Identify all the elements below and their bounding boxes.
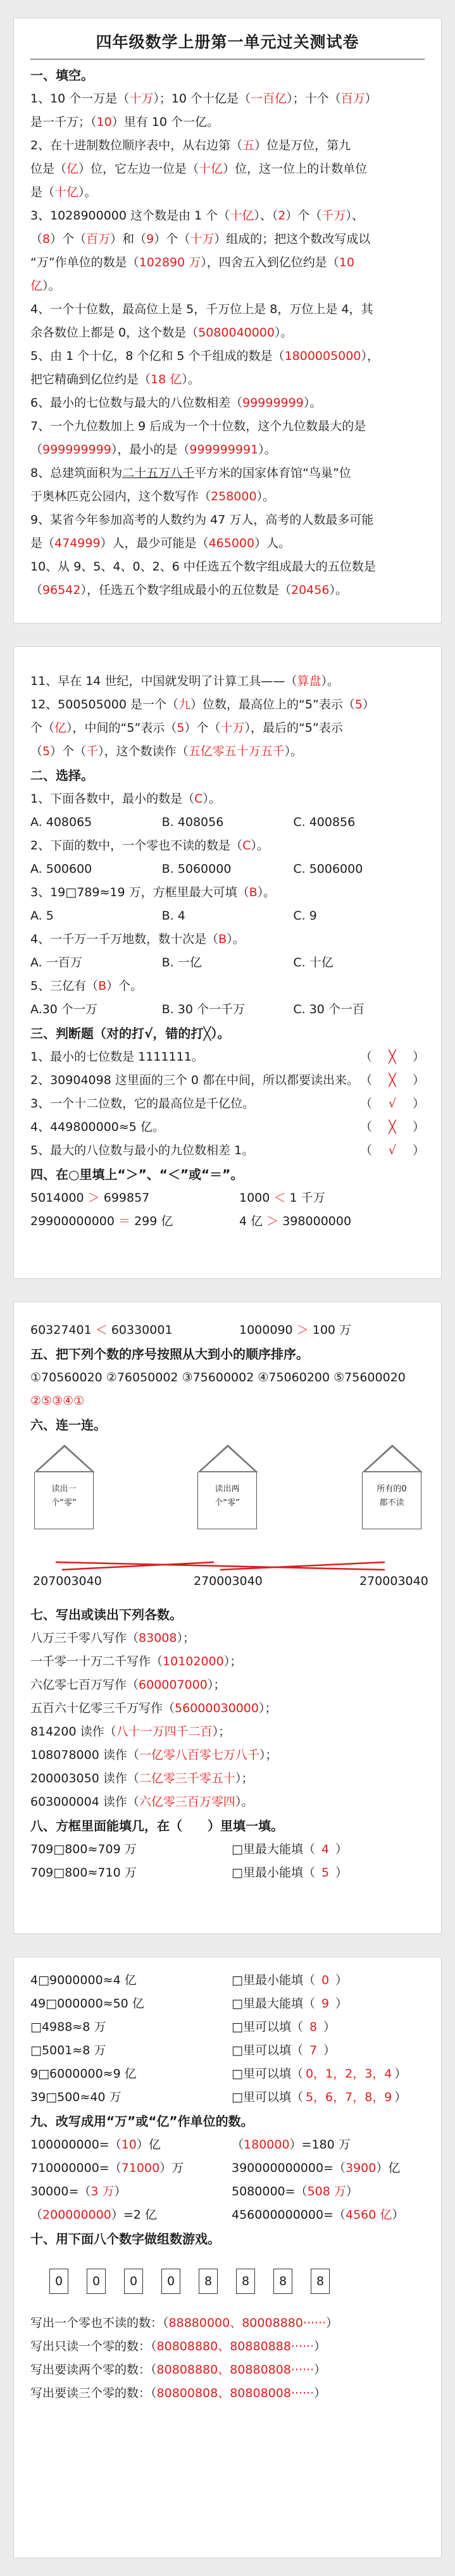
section-choice: 二、选择。 [30, 768, 94, 783]
q6-line: 6、最小的七位数与最大的八位数相差（99999999）。 [30, 396, 322, 410]
page-1 [13, 18, 442, 624]
tf-row: 5、最大的八位数与最小的九位数相差 1。 （ √ ） [30, 1143, 425, 1157]
compare-row: 5014000 ＞ 699857 1000 ＜ 1 千万 [30, 1191, 325, 1205]
unit-row: 710000000=（71000）万 390000000000=（3900）亿 [30, 2161, 401, 2175]
choice-1-question: 1、下面各数中，最小的数是（C）。 [30, 792, 221, 806]
q4-line2: 余各数位上都是 0，这个数是（5080040000）。 [30, 326, 293, 340]
unit-row: 100000000=（10）亿 （180000）=180 万 [30, 2138, 351, 2152]
section-true-false: 三、判断题（对的打√，错的打╳）。 [30, 1026, 230, 1041]
q12-line1: 12、500505000 是一个（九）位数，最高位上的“5”表示（5） [30, 698, 375, 712]
digit-card: 8 [199, 2269, 218, 2294]
q9-line1: 9、某省今年参加高考的人数约为 47 万人，高考的人数最多可能 [30, 513, 374, 527]
compare-row: 60327401 ＜ 60330001 1000090 ＞ 100 万 [30, 1323, 352, 1337]
q5-line2: 把它精确到亿位约是（18 亿）。 [30, 373, 200, 386]
game-row: 写出要读三个零的数：（80800808、80808008······） [30, 2386, 327, 2400]
read-row: 200003050 读作（二亿零三千零五十）； [30, 1772, 254, 1785]
choice-3-question: 3、19□789≈19 万，方框里最大可填（B）。 [30, 885, 276, 899]
page-3 [13, 1302, 442, 1934]
q1-line1: 1、10 个一万是（十万）；10 个十亿是（一百亿）；十个（百万） [30, 92, 377, 106]
write-row: 一千零一十万二千写作（10102000）； [30, 1655, 242, 1668]
box-row: 709□800≈709 万 □里最大能填（ 4 ） [30, 1842, 348, 1856]
section-compare: 四、在○里填上“＞”、“＜”或“＝”。 [30, 1167, 244, 1182]
q3-line2: （8）个（百万）和（9）个（十万）组成的；把这个数改写成以 [30, 232, 371, 246]
choice-1-options: A. 408065 B. 408056 C. 400856 [30, 815, 356, 829]
q8-line1: 8、总建筑面积为二十五万八千平方米的国家体育馆“鸟巢”位 [30, 466, 351, 480]
box-row: 39□500≈40 万 □里可以填（ 5，6，7，8，9 ） [30, 2090, 407, 2104]
house-card: 读出两 个“零” [197, 1445, 258, 1529]
section-connect: 六、连一连。 [30, 1417, 106, 1433]
q3-line4: 亿）。 [30, 279, 61, 293]
section-fill-blank: 一、填空。 [30, 68, 94, 83]
q4-line1: 4、一个十位数，最高位上是 5，千万位上是 8，万位上是 4，其 [30, 302, 373, 316]
digit-card: 0 [87, 2269, 106, 2294]
q3-line3: “万”作单位的数是（102890 万），四舍五入到亿位约是（10 [30, 256, 354, 269]
q12-line2: 个（亿），中间的“5”表示（5）个（十万），最后的“5”表示 [30, 721, 343, 735]
read-row: 814200 读作（八十一万四千二百）； [30, 1725, 231, 1739]
tf-row: 4、449800000≈5 亿。 （ ╳ ） [30, 1120, 425, 1134]
page-4 [13, 1957, 442, 2558]
section-sort: 五、把下列个数的序号按照从大到小的顺序排序。 [30, 1347, 309, 1362]
page-2 [13, 646, 442, 1279]
tf-row: 2、30904098 这里面的三个 0 都在中间，所以都要读出来。 （ ╳ ） [30, 1073, 425, 1087]
box-row: 709□800≈710 万 □里最小能填（ 5 ） [30, 1866, 348, 1880]
digit-card: 8 [236, 2269, 255, 2294]
section-number-game: 十、用下面八个数字做组数游戏。 [30, 2231, 220, 2246]
read-row: 603000004 读作（六亿零三百万零四）。 [30, 1795, 254, 1809]
section-box-digits: 八、方框里面能填几，在（ ）里填一填。 [30, 1818, 284, 1833]
q10-line1: 10、从 9、5、4、0、2、6 中任选五个数字组成最大的五位数是 [30, 560, 376, 574]
box-row: 4□9000000≈4 亿 □里最小能填（ 0 ） [30, 1973, 348, 1987]
choice-5-options: A.30 个一万 B. 30 个一千万 C. 30 个一百 [30, 1002, 365, 1016]
tf-row: 3、一个十二位数，它的最高位是千亿位。 （ √ ） [30, 1097, 425, 1111]
house-card: 读出一 个“零” [34, 1445, 95, 1529]
q12-line3: （5）个（千），这个数读作（五亿零五十万五千）。 [30, 744, 303, 758]
connect-diagram [30, 1445, 428, 1603]
unit-row: （200000000）=2 亿 456000000000=（4560 亿） [30, 2208, 404, 2222]
connect-number: 207003040 [33, 1574, 102, 1588]
q10-line2: （96542），任选五个数字组成最小的五位数是（20456）。 [30, 583, 347, 597]
unit-row: 30000=（3 万） 5080000=（508 万） [30, 2185, 358, 2198]
box-row: □4988≈8 万 □里可以填（ 8 ） [30, 2020, 336, 2034]
digit-card: 0 [161, 2269, 180, 2294]
q2-line1: 2、在十进制数位顺序表中，从右边第（五）位是万位，第九 [30, 139, 351, 152]
digit-card: 8 [273, 2269, 292, 2294]
house-card: 所有的0 都不读 [362, 1445, 423, 1529]
q2-line2: 位是（亿）位，它左边一位是（十亿）位，这一位上的计数单位 [30, 162, 368, 176]
digit-card: 0 [124, 2269, 143, 2294]
section-unit-rewrite: 九、改写成用“万”或“亿”作单位的数。 [30, 2114, 254, 2129]
q8-line2: 于奥林匹克公园内，这个数写作（258000）。 [30, 490, 275, 503]
connect-number: 270003040 [194, 1574, 263, 1588]
choice-4-question: 4、一千万一千万地数，数十次是（B）。 [30, 932, 245, 946]
choice-2-question: 2、下面的数中，一个零也不读的数是（C）。 [30, 839, 269, 853]
game-row: 写出只读一个零的数：（80808880、80880888······） [30, 2339, 327, 2353]
choice-2-options: A. 500600 B. 5060000 C. 5006000 [30, 862, 363, 876]
compare-row: 29900000000 ＝ 299 亿 4 亿 ＞ 398000000 [30, 1214, 352, 1228]
section-write-read: 七、写出或读出下列各数。 [30, 1607, 182, 1622]
game-row: 写出要读两个零的数：（80808880、80880808······） [30, 2363, 327, 2377]
choice-5-question: 5、三亿有（B）个。 [30, 979, 143, 993]
game-row: 写出一个零也不读的数：（88880000、80008880······） [30, 2316, 339, 2330]
box-row: 49□000000≈50 亿 □里最大能填（ 9 ） [30, 1997, 348, 2011]
choice-3-options: A. 5 B. 4 C. 9 [30, 909, 317, 923]
q11-line: 11、早在 14 世纪，中国就发明了计算工具——（算盘）。 [30, 674, 339, 688]
write-row: 八万三千零八写作（83008）； [30, 1631, 195, 1645]
digit-cards [49, 2269, 425, 2294]
connect-line [56, 1562, 385, 1570]
q7-line2: （999999999），最小的是（999999991）。 [30, 443, 277, 457]
digit-card: 0 [49, 2269, 68, 2294]
digit-card: 8 [311, 2269, 330, 2294]
sort-items: ①70560020 ②76050002 ③75600002 ④75060200 ⑤75600020 [30, 1371, 406, 1384]
connect-number: 270003040 [359, 1574, 428, 1588]
box-row: 9□6000000≈9 亿 □里可以填（ 0，1，2，3，4 ） [30, 2067, 407, 2081]
write-row: 六亿零七百万写作（600007000）； [30, 1678, 226, 1692]
q1-line2: 是一千万；（10）里有 10 个一亿。 [30, 115, 219, 129]
box-row: □5001≈8 万 □里可以填（ 7 ） [30, 2043, 336, 2057]
q3-line1: 3、1028900000 这个数是由 1 个（十亿）、（2）个（千万）、 [30, 209, 364, 223]
read-row: 108078000 读作（一亿零八百零七万八千）； [30, 1748, 278, 1762]
q5-line1: 5、由 1 个十亿，8 个亿和 5 个千组成的数是（1800005000）， [30, 349, 379, 363]
choice-4-options: A. 一百万 B. 一亿 C. 十亿 [30, 956, 333, 970]
sort-answer: ②⑤③④① [30, 1394, 85, 1408]
q2-line3: 是（十亿）。 [30, 185, 97, 199]
q9-line2: 是（474999）人，最少可能是（465000）人。 [30, 536, 291, 550]
page-title: 四年级数学上册第一单元过关测试卷 [30, 30, 425, 59]
write-row: 五百六十亿零三千万写作（56000030000）； [30, 1701, 277, 1715]
q7-line1: 7、一个九位数加上 9 后成为一个十位数，这个九位数最大的是 [30, 419, 366, 433]
tf-row: 1、最小的七位数是 1111111。 （ ╳ ） [30, 1050, 425, 1064]
